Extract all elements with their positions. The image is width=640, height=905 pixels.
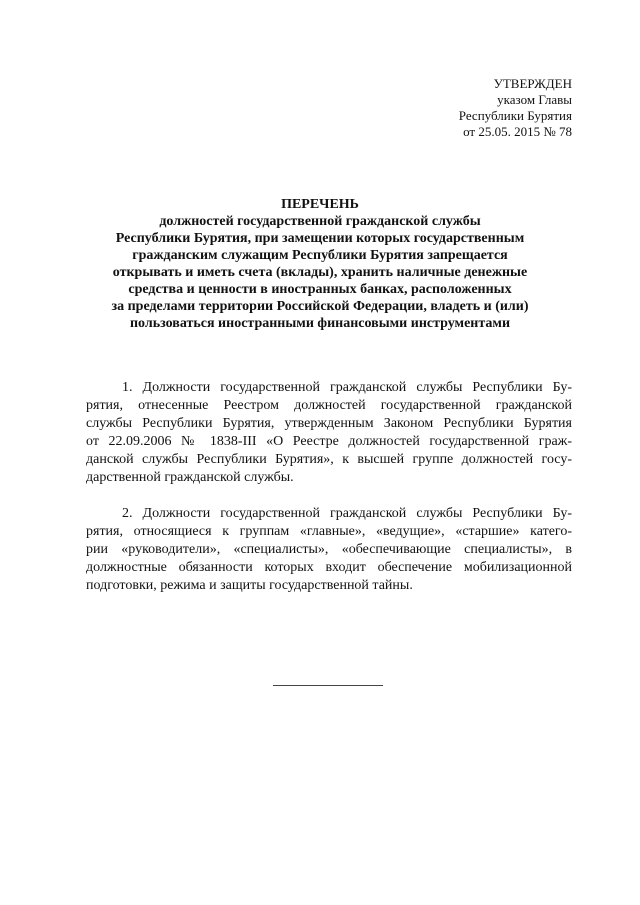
paragraph-2: [86, 505, 572, 595]
paragraph-line: службы Республики Бурятия, утвержденным Законом Республики Бурятия: [86, 416, 572, 431]
paragraph-line: 2. Должности государственной гражданской службы Республики Бу-: [122, 506, 572, 521]
title-line: средства и ценности в иностранных банках, расположенных: [128, 282, 512, 297]
paragraph-line: данской службы Республики Бурятия», к высшей группе должностей госу-: [86, 452, 572, 467]
title-line: должностей государственной гражданской службы: [159, 214, 481, 229]
title-line: Республики Бурятия, при замещении которых государственным: [115, 231, 525, 246]
approval-issuer: Республики Бурятия: [458, 108, 572, 123]
title-line: пользоваться иностранными финансовыми инструментами: [129, 316, 511, 331]
title-line: гражданским служащим Республики Бурятия запрещается: [132, 248, 508, 263]
paragraph-1: [86, 379, 572, 487]
title-heading: ПЕРЕЧЕНЬ: [281, 197, 359, 212]
paragraph-line: 1. Должности государственной гражданской службы Республики Бу-: [122, 380, 572, 395]
approval-decree: указом Главы: [497, 92, 572, 107]
end-separator-line: [273, 685, 383, 686]
approval-status: УТВЕРЖДЕН: [493, 76, 572, 91]
document-title: [70, 196, 570, 332]
paragraph-line: должностные обязанности которых входит обеспечение мобилизационной: [86, 560, 572, 575]
paragraph-line: от 22.09.2006 № 1838-III «О Реестре должностей государственной граж-: [86, 434, 572, 449]
paragraph-line: рии «руководители», «специалисты», «обеспечивающие специалисты», в: [86, 542, 572, 557]
paragraph-line: рятия, отнесенные Реестром должностей государственной гражданской: [86, 398, 572, 413]
title-line: открывать и иметь счета (вклады), хранить наличные денежные: [112, 265, 528, 280]
paragraph-line: подготовки, режима и защиты государственной тайны.: [86, 578, 413, 593]
approval-stamp: [459, 76, 572, 140]
approval-date-number: от 25.05. 2015 № 78: [463, 124, 572, 139]
title-line: за пределами территории Российской Федерации, владеть и (или): [111, 299, 529, 314]
paragraph-line: дарственной гражданской службы.: [86, 470, 294, 485]
paragraph-line: рятия, относящиеся к группам «главные», «ведущие», «старшие» катего-: [86, 524, 572, 539]
